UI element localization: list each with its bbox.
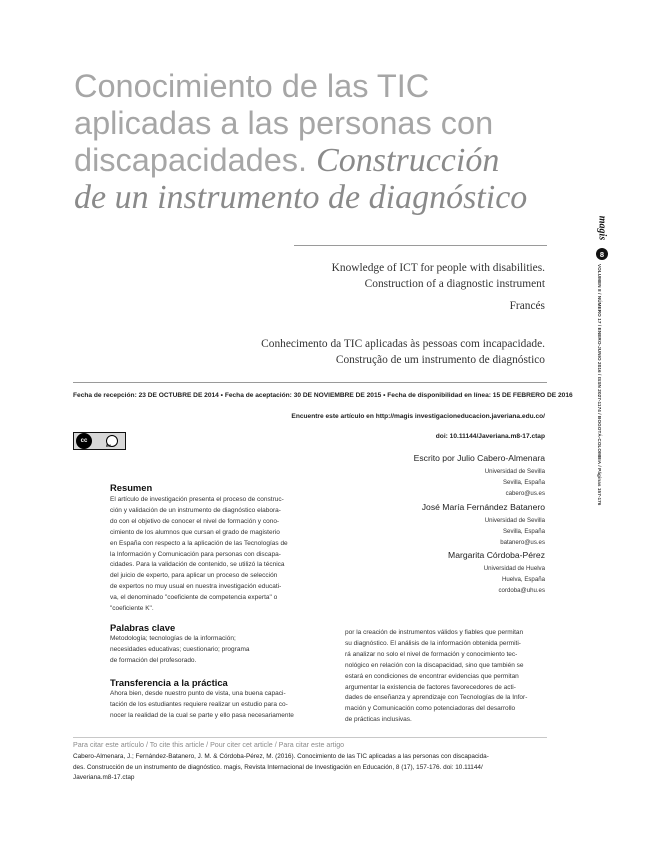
doi[interactable]: doi: 10.11144/Javeriana.m8-17.ctap xyxy=(435,433,545,440)
continuation-line: su diagnóstico. El análisis de la información obtenida permiti- xyxy=(345,639,521,647)
french-title: Francés xyxy=(509,300,545,312)
citation-line-2: des. Construcción de un instrumento de diagnóstico. magis, Revista Internacional de Investigación en Educación, 8 (17), 157-176. doi: 10.11144/ xyxy=(73,763,483,771)
citation-block xyxy=(73,752,489,784)
transfer-line: tación de los estudiantes requiere realizar un estudio para co- xyxy=(110,700,288,708)
transfer-line: Ahora bien, desde nuestro punto de vista, una buena capaci- xyxy=(110,690,286,697)
citation-divider xyxy=(73,737,547,738)
portuguese-title-line-2: Construção de um instrumento de diagnóstico xyxy=(335,354,545,366)
portuguese-title-line-1: Conhecimento da TIC aplicadas às pessoas com incapacidade. xyxy=(261,338,545,350)
english-title xyxy=(332,260,545,292)
resumen-line: cimiento de los alumnos que cursan el grado de magisterio xyxy=(110,528,280,536)
keywords-line: Metodología; tecnologías de la información; xyxy=(110,635,236,642)
title-divider xyxy=(294,245,547,246)
continuation-line: nológico en relación con la discapacidad, sino que también se xyxy=(345,661,524,669)
transfer-text xyxy=(110,689,338,722)
author-3 xyxy=(448,550,545,596)
resumen-line: la Información y Comunicación para personas con discapa- xyxy=(110,550,281,558)
author-1-email[interactable]: cabero@us.es xyxy=(505,490,545,497)
continuation-line: por la creación de instrumentos válidos y fiables que permitan xyxy=(345,629,524,636)
english-title-line-1: Knowledge of ICT for people with disabilities. xyxy=(331,262,545,274)
title-line-4: de un instrumento de diagnóstico xyxy=(74,179,528,216)
keywords-line: de formación del profesorado. xyxy=(110,656,197,664)
continuation-line: dades de enseñanza y aprendizaje con Tecnologías de la Infor- xyxy=(345,694,528,702)
continuation-line: argumentar la existencia de factores favorecedores de acti- xyxy=(345,683,516,691)
continuation-line: rá analizar no solo el nivel de formación y conocimiento tec- xyxy=(345,650,518,658)
continuation-line: mación y Comunicación como potenciadoras del desarrollo xyxy=(345,705,516,713)
title-line-3 xyxy=(74,142,574,179)
resumen-line: va, el denominado "coeficiente de competencia experta" o xyxy=(110,594,278,602)
citation-heading: Para citar este artículo / To cite this article / Pour citer cet article / Para citar este artigo xyxy=(73,741,345,749)
author-1 xyxy=(414,453,545,499)
article-link[interactable]: Encuentre este artículo en http://magis investigacioneducacion.javeriana.edu.co/ xyxy=(291,413,545,420)
author-1-name: Escrito por Julio Cabero-Almenara xyxy=(413,453,545,463)
author-2-email[interactable]: batanero@us.es xyxy=(500,539,545,546)
author-3-affiliation: Universidad de Huelva xyxy=(483,565,545,572)
resumen-line: "coeficiente K". xyxy=(110,605,154,613)
resumen-line: en España con respecto a la aplicación de las Tecnologías de xyxy=(110,539,288,547)
author-2-name: José María Fernández Batanero xyxy=(421,502,545,512)
author-3-location: Huelva, España xyxy=(501,576,545,583)
author-2-affiliation: Universidad de Sevilla xyxy=(484,517,545,524)
resumen-line: del juicio de experto, para aplicar un proceso de selección xyxy=(110,572,278,580)
author-2 xyxy=(422,502,545,548)
title-line-3-plain: discapacidades. xyxy=(74,142,317,178)
journal-sidebar xyxy=(594,210,610,730)
article-title xyxy=(74,68,574,216)
resumen-heading: Resumen xyxy=(110,482,153,493)
journal-name: magis xyxy=(596,215,608,241)
cc-icon: cc xyxy=(76,433,92,449)
continuation-line: de prácticas inclusivas. xyxy=(345,716,412,724)
publication-dates: Fecha de recepción: 23 DE OCTUBRE DE 2014 • Fecha de aceptación: 30 DE NOVIEMBRE DE 2015 • Fecha de disponibilidad en línea: 15 DE FEBRERO DE 2016 xyxy=(73,392,573,399)
title-line-1: Conocimiento de las TIC xyxy=(74,68,430,104)
citation-line-3: Javeriana.m8-17.ctap xyxy=(73,774,135,781)
author-3-email[interactable]: cordoba@uhu.es xyxy=(498,587,545,594)
english-title-line-2: Construction of a diagnostic instrument xyxy=(364,278,545,290)
resumen-line: ción y validación de un instrumento de diagnóstico elabora- xyxy=(110,506,281,514)
author-3-name: Margarita Córdoba-Pérez xyxy=(448,550,545,560)
volume-info-text: VOLUMEN 8 / NÚMERO 17 / ENERO-JUNIO 2016 / ISSN 2027-1174 / BOGOTÁ-COLOMBIA / Páginas 157-176 xyxy=(597,264,602,506)
resumen-line: El artículo de investigación presenta el proceso de construc- xyxy=(110,496,284,503)
transfer-heading: Transferencia a la práctica xyxy=(110,677,228,688)
keywords-text xyxy=(110,634,338,667)
transfer-line: nocer la realidad de la cual se parte y ello pasa necesariamente xyxy=(110,711,294,719)
issue-badge: 8 xyxy=(596,248,608,260)
resumen-text xyxy=(110,495,338,615)
title-line-2: aplicadas a las personas con xyxy=(74,105,494,141)
author-2-location: Sevilla, España xyxy=(502,528,545,535)
resumen-line: de expertos no muy usual en nuestra investigación educati- xyxy=(110,583,282,591)
continuation-line: estará en condiciones de encontrar evidencias que permitan xyxy=(345,672,519,680)
author-1-location: Sevilla, España xyxy=(502,479,545,486)
keywords-heading: Palabras clave xyxy=(110,622,176,633)
cc-license-badge[interactable] xyxy=(73,432,126,450)
transfer-continuation-text xyxy=(345,628,547,726)
resumen-line: cidades. Para la validación de contenido, se utilizó la técnica xyxy=(110,561,285,569)
by-label: BY xyxy=(106,444,111,448)
title-line-3-italic: Construcción xyxy=(316,142,500,179)
portuguese-title xyxy=(261,336,545,368)
author-1-affiliation: Universidad de Sevilla xyxy=(484,468,545,475)
resumen-line: do con el objetivo de conocer el nivel de formación y cono- xyxy=(110,517,280,525)
dates-divider xyxy=(73,382,547,383)
citation-line-1: Cabero-Almenara, J.; Fernández-Batanero, J. M. & Córdoba-Pérez, M. (2016). Conocimiento de las TIC aplicadas a las personas con discapacida- xyxy=(73,753,489,760)
journal-logo xyxy=(594,210,610,246)
keywords-line: necesidades educativas; cuestionario; programa xyxy=(110,645,250,653)
